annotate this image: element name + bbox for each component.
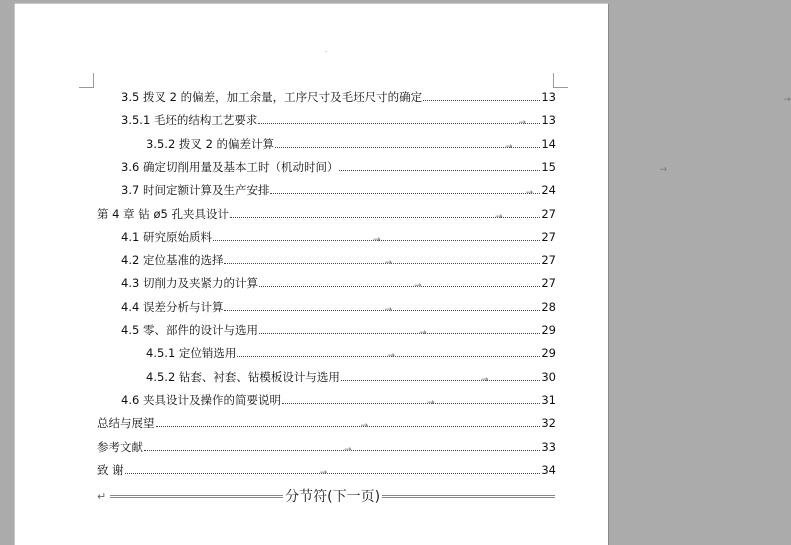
toc-entry-title: 4.4 误差分析与计算 <box>121 299 224 314</box>
toc-entry-page-number: 13 <box>541 113 556 128</box>
tab-arrow-icon: → <box>480 374 489 385</box>
toc-entry[interactable] <box>146 366 556 384</box>
toc-entry[interactable] <box>121 86 791 105</box>
toc-entry[interactable] <box>121 319 556 337</box>
toc-entry[interactable] <box>97 412 556 430</box>
toc-entry-page-number: 27 <box>541 253 556 268</box>
tab-arrow-icon: → <box>494 211 503 222</box>
toc-entry[interactable] <box>121 296 556 314</box>
toc-entry-page-number: 33 <box>541 439 556 454</box>
toc-entry-title: 3.7 时间定额计算及生产安排 <box>121 183 270 198</box>
toc-entry-title: 总结与展望 <box>97 416 155 431</box>
toc-dot-leader <box>213 234 540 245</box>
toc-entry-title: 第 4 章 钻 ø5 孔夹具设计 <box>97 206 229 221</box>
toc-dot-leader <box>341 374 540 385</box>
document-page[interactable] <box>15 4 791 545</box>
toc-entry-page-number: 29 <box>541 346 556 361</box>
tab-arrow-icon: → <box>384 258 392 269</box>
toc-entry-title: 3.5.1 毛坯的结构工艺要求 <box>121 113 258 128</box>
toc-entry[interactable] <box>121 109 556 127</box>
toc-entry[interactable] <box>121 389 556 407</box>
paragraph-mark: · <box>325 48 328 56</box>
toc-dot-leader <box>156 421 541 432</box>
toc-entry-title: 4.2 定位基准的选择 <box>121 253 224 268</box>
toc-entry-page-number: 13 <box>541 90 556 104</box>
toc-dot-leader <box>275 141 540 152</box>
tab-arrow-icon: → <box>384 304 392 315</box>
toc-entry[interactable] <box>97 203 556 221</box>
toc-entry-page-number: 34 <box>541 462 556 477</box>
toc-dot-leader <box>270 188 540 199</box>
section-break-line <box>110 495 283 498</box>
toc-entry-page-number: 24 <box>541 183 556 198</box>
toc-entry-page-number: 27 <box>541 229 556 244</box>
toc-dot-leader <box>144 444 540 455</box>
toc-dot-leader <box>125 467 541 478</box>
toc-entry-title: 3.5.2 拨叉 2 的偏差计算 <box>146 136 275 151</box>
toc-entry[interactable] <box>97 436 556 454</box>
section-break-label: 分节符(下一页) <box>285 489 381 505</box>
tab-arrow-icon: → <box>518 118 526 129</box>
tab-arrow-icon: → <box>783 95 791 105</box>
toc-entry[interactable] <box>121 249 556 267</box>
toc-entry-title: 4.5.1 定位销选用 <box>146 346 237 361</box>
section-break-line <box>382 495 555 498</box>
section-break <box>97 487 555 505</box>
toc-entry[interactable] <box>121 179 556 197</box>
tab-arrow-icon: → <box>372 234 381 245</box>
toc-entry[interactable] <box>97 459 556 477</box>
return-mark-icon: ↵ <box>97 489 107 503</box>
margin-corner-top-left <box>79 73 94 88</box>
tab-arrow-icon: → <box>360 421 369 432</box>
toc-dot-leader <box>259 328 540 338</box>
toc-entry-page-number: 14 <box>541 136 556 151</box>
tab-arrow-icon: → <box>418 328 427 338</box>
toc-entry-title: 4.5 零、部件的设计与选用 <box>121 323 258 337</box>
toc-dot-leader <box>224 304 540 315</box>
toc-entry-title: 4.5.2 钻套、衬套、钻模板设计与选用 <box>146 369 340 384</box>
toc-entry-page-number: 27 <box>541 276 556 291</box>
tab-arrow-icon: → <box>505 141 513 152</box>
toc-entry-title: 参考文献 <box>97 439 143 454</box>
tab-arrow-icon: → <box>426 397 435 408</box>
toc-dot-leader <box>258 118 540 129</box>
toc-entry[interactable] <box>121 272 556 290</box>
toc-entry-page-number: 31 <box>541 392 556 407</box>
toc-entry-page-number: 32 <box>541 416 556 431</box>
tab-arrow-icon: → <box>319 467 328 478</box>
toc-entry-page-number: 30 <box>541 369 556 384</box>
toc-entry[interactable] <box>121 226 556 244</box>
toc-dot-leader <box>230 211 540 222</box>
toc-dot-leader <box>259 281 540 292</box>
toc-entry-page-number: 15 <box>541 159 556 174</box>
toc-dot-leader <box>224 258 540 269</box>
toc-entry-title: 3.5 拨叉 2 的偏差，加工余量，工序尺寸及毛坯尺寸的确定 <box>121 90 423 104</box>
tab-arrow-icon: → <box>525 188 533 199</box>
toc-entry[interactable] <box>146 133 556 151</box>
toc-entry-page-number: 27 <box>541 206 556 221</box>
toc-entry-title: 致 谢 <box>97 462 124 477</box>
toc-dot-leader <box>282 397 540 408</box>
tab-arrow-icon: → <box>659 164 667 175</box>
toc-entry-page-number: 29 <box>541 323 556 337</box>
toc-dot-leader <box>237 351 540 362</box>
toc-entry-title: 4.3 切削力及夹紧力的计算 <box>121 276 258 291</box>
tab-arrow-icon: → <box>413 281 422 292</box>
tab-arrow-icon: → <box>344 444 352 455</box>
toc-entry-title: 3.6 确定切削用量及基本工时（机动时间） <box>121 159 339 174</box>
toc-entry[interactable] <box>146 342 556 360</box>
toc-entry-page-number: 28 <box>541 299 556 314</box>
toc-entry[interactable] <box>121 156 667 175</box>
toc-entry-title: 4.6 夹具设计及操作的简要说明 <box>121 392 281 407</box>
toc-entry-title: 4.1 研究原始质料 <box>121 229 212 244</box>
tab-arrow-icon: → <box>387 351 395 362</box>
